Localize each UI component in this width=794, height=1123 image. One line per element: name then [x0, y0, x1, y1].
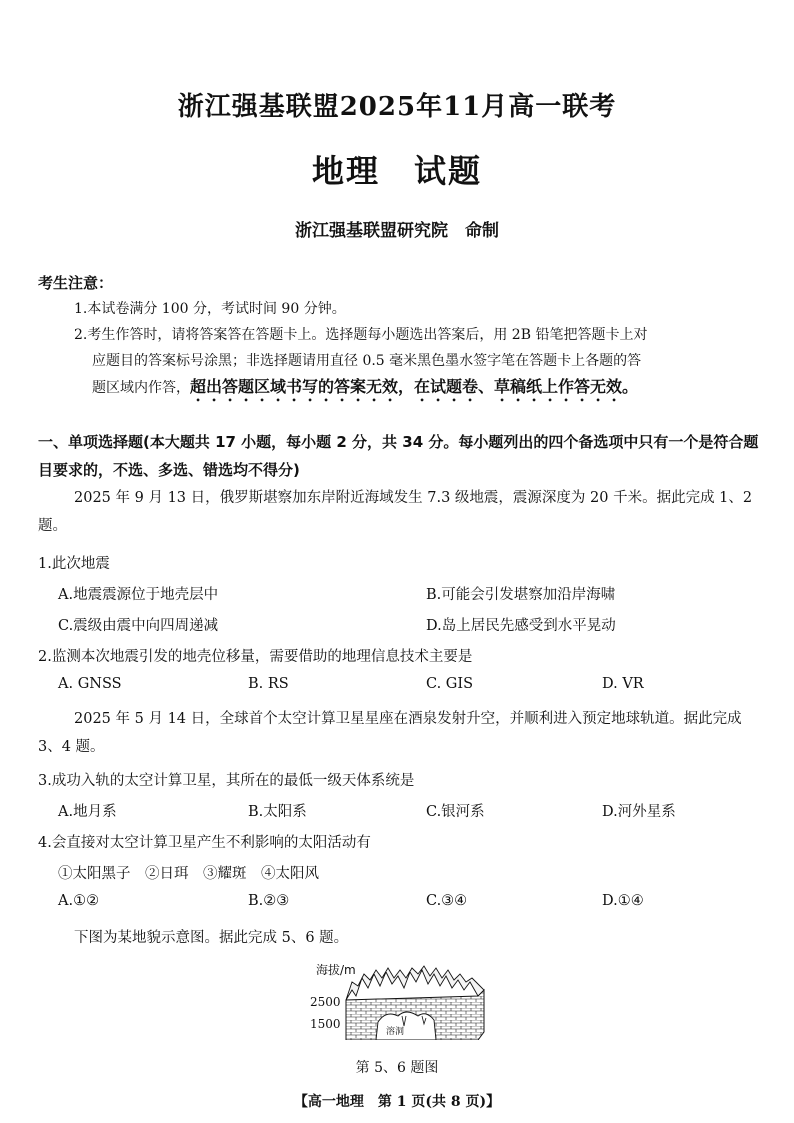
figure-caption: 第 5、6 题图 — [355, 1060, 439, 1076]
figure-tick-1500: 1500 — [310, 1017, 341, 1031]
notice-item-1: 1.本试卷满分 100 分，考试时间 90 分钟。 — [74, 301, 346, 317]
q3-option-b: B.太阳系 — [248, 804, 307, 820]
notice-item-2-text: 题区域内作答， — [92, 380, 190, 396]
cave-label: 溶洞 — [386, 1027, 405, 1037]
notice-emphasis: 超出答题区域书写的答案无效，在试题卷、草稿纸上作答无效。 — [190, 377, 639, 396]
notice-item-2-line1: 2.考生作答时，请将答案答在答题卡上。选择题每小题选出答案后，用 2B 铅笔把答题卡上对 — [74, 327, 648, 343]
q3-option-a: A.地月系 — [58, 804, 117, 820]
q4-option-d: D.①④ — [602, 893, 644, 909]
q2-option-c: C. GIS — [426, 676, 474, 692]
q2-option-d: D. VR — [602, 676, 644, 692]
q1-option-c: C.震级由震中向四周递减 — [58, 618, 219, 634]
figure-tick-2500: 2500 — [310, 995, 341, 1009]
q2-option-b: B. RS — [248, 676, 289, 692]
q4-numbered-options: ①太阳黑子 ②日珥 ③耀斑 ④太阳风 — [58, 866, 319, 882]
producer-line: 浙江强基联盟研究院 命制 — [295, 221, 499, 241]
q1-option-a: A.地震震源位于地壳层中 — [58, 587, 219, 603]
material-2: 2025 年 5 月 14 日，全球首个太空计算卫星星座在酒泉发射升空，并顺利进入预定地球轨道。据此完成 3、4 题。 — [38, 711, 742, 755]
page-footer: 【高一地理 第 1 页(共 8 页)】 — [293, 1094, 501, 1110]
q3-stem: 3.成功入轨的太空计算卫星，其所在的最低一级天体系统是 — [38, 773, 415, 789]
q2-option-a: A. GNSS — [58, 676, 122, 692]
q4-option-a: A.①② — [58, 893, 100, 909]
notice-item-2 — [74, 322, 758, 405]
material-1: 2025 年 9 月 13 日，俄罗斯堪察加东岸附近海域发生 7.3 级地震，震源深度为 20 千米。据此完成 1、2 题。 — [38, 490, 753, 534]
notice-item-2-line2: 应题目的答案标号涂黑；非选择题请用直径 0.5 毫米黑色墨水签字笔在答题卡上各题的答 — [92, 353, 642, 369]
notice-heading: 考生注意： — [38, 274, 114, 292]
karst-landform-diagram — [306, 960, 486, 1040]
q4-stem: 4.会直接对太空计算卫星产生不利影响的太阳活动有 — [38, 835, 371, 851]
q4-option-c: C.③④ — [426, 893, 468, 909]
subject-title: 地理 试题 — [311, 152, 482, 190]
q1-stem: 1.此次地震 — [38, 556, 110, 572]
q3-option-c: C.银河系 — [426, 804, 485, 820]
material-3: 下图为某地貌示意图。据此完成 5、6 题。 — [74, 930, 349, 946]
q4-option-b: B.②③ — [248, 893, 290, 909]
figure-ylabel: 海拔/m — [316, 963, 356, 977]
exam-title: 浙江强基联盟2025年11月高一联考 — [177, 92, 617, 122]
q3-option-d: D.河外星系 — [602, 804, 676, 820]
q1-option-d: D.岛上居民先感受到水平晃动 — [426, 618, 616, 634]
q1-option-b: B.可能会引发堪察加沿岸海啸 — [426, 587, 616, 603]
q2-stem: 2.监测本次地震引发的地壳位移量，需要借助的地理信息技术主要是 — [38, 649, 473, 665]
notice-item-2-line3 — [74, 374, 758, 405]
peak-ridge — [346, 966, 484, 1000]
section-heading: 一、单项选择题(本大题共 17 小题，每小题 2 分，共 34 分。每小题列出的四个备选项中只有一个是符合题目要求的，不选、多选、错选均不得分) — [38, 433, 759, 479]
